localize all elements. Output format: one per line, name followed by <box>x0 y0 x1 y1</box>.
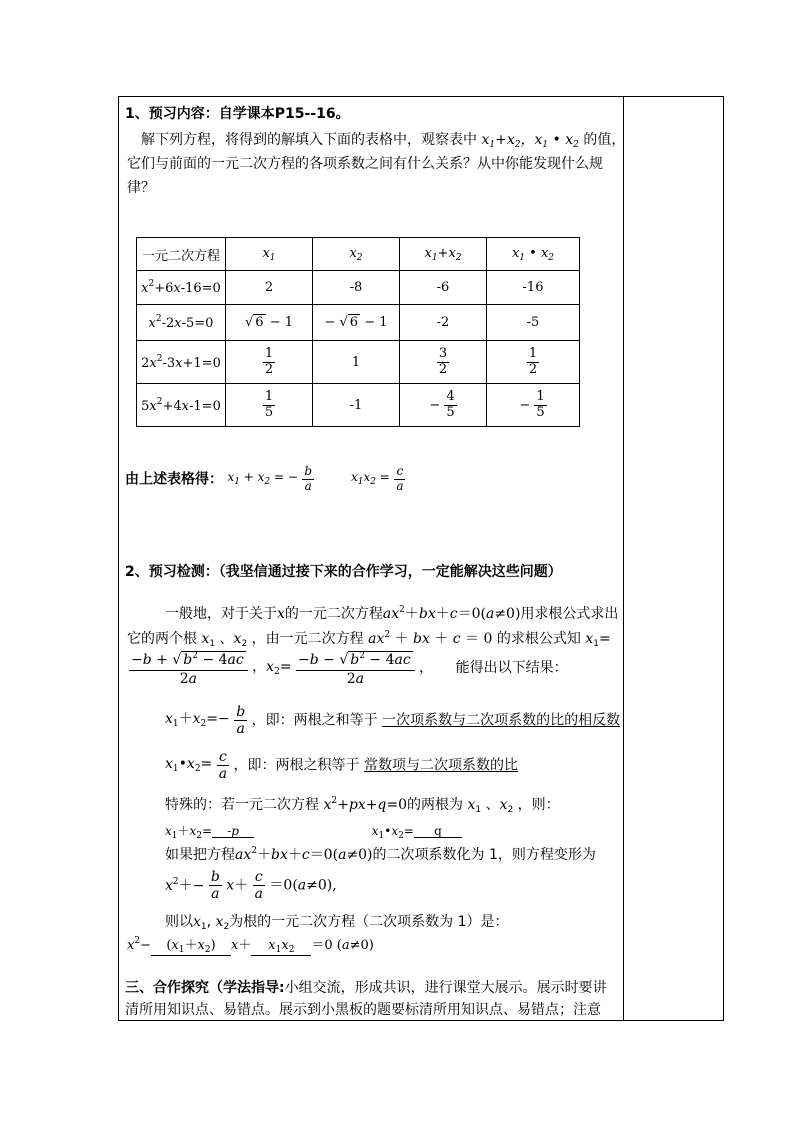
section2-heading: 2、预习检测：（我坚信通过接下来的合作学习，一定能解决这些问题） <box>125 564 562 580</box>
product-answer: 常数项与二次项系数的比 <box>364 757 518 774</box>
section1-heading: 1、预习内容：自学课本P15--16。 <box>125 106 350 122</box>
special-prod-answer: q <box>414 825 462 838</box>
table-row <box>137 384 580 427</box>
transformed-equation: $x^2+-$ $\frac{b}{a}$ x＋ $\frac{c}{a}$ ＝0(a≠0), <box>165 869 337 903</box>
result-equation: $x^2- (x_1+x_2)$ $x+ x_1x_2 =0$ (a≠0) <box>127 936 374 955</box>
table-cell: -8 <box>313 271 400 305</box>
table-cell: − √ 6 − 1 <box>313 305 400 341</box>
special-case-line: 特殊的：若一元二次方程 $x^2+px+q=0$的两根为 $x_1$ 、$x_2$ ，则： <box>165 796 560 815</box>
table-cell: -6 <box>400 271 487 305</box>
table-cell: − $\frac{4}{5}$ <box>400 384 487 427</box>
table-header: $x_2$ <box>313 238 400 271</box>
quadratic-formula-line: $\frac{-b + √ b^2 - 4ac}{2a}$ ，$x_2=$ $\frac{-b - √ b^2 - 4ac}{2a}$ ， 能得出以下结果： <box>131 651 568 688</box>
table-cell: -16 <box>487 271 580 305</box>
column-divider <box>623 97 624 1020</box>
section1-intro-line1: 解下列方程，将得到的解填入下面的表格中，观察表中 $x_1+x_2$，$x_1$ • $x_2$ 的值， <box>141 132 626 150</box>
table-cell: -1 <box>313 384 400 427</box>
table-cell-eq: $5x^2+4x-1=0$ <box>137 384 226 427</box>
table-header: $x_1$ <box>226 238 313 271</box>
section2-p2: 它的两个根 $x_1$ 、$x_2$ ，由一元二次方程 $ax^2$ ＋ bx ＋ c ＝ 0 的求根公式知 $x_1=$ <box>127 630 611 649</box>
then-line: 则以$x_1$, $x_2$为根的一元二次方程（二次项系数为 1）是： <box>165 914 509 932</box>
section2-p1: 一般地，对于关于x的一元二次方程$ax^2+bx+c=0(a\ne 0)$用求根公式求出 <box>165 605 619 622</box>
table-cell: -2 <box>400 305 487 341</box>
table-cell: − $\frac{1}{5}$ <box>487 384 580 427</box>
table-cell: 2 <box>226 271 313 305</box>
worksheet-frame <box>118 96 724 1021</box>
table-header: $x_1$ • $x_2$ <box>487 238 580 271</box>
sum-answer: 一次项系数与二次项系数的比的相反数 <box>382 712 621 729</box>
table-cell: √ 6 − 1 <box>226 305 313 341</box>
table-cell: $\frac{3}{2}$ <box>400 341 487 384</box>
section3-line2: 清所用知识点、易错点。展示到小黑板的题要标清所用知识点、易错点；注意 <box>125 1002 601 1018</box>
product-relation: $x_1•x_2=$ $\frac{c}{a}$ ，即：两根之积等于 常数项与二次项系数的比 <box>165 749 518 783</box>
special-case-results: $x_1+x_2= -p$ $x_1•x_2= q$ <box>165 825 462 841</box>
table-row <box>137 341 580 384</box>
table-row <box>137 271 580 305</box>
table-cell: 1 <box>313 341 400 384</box>
conclusion-line: 由上述表格得： $x_1 + x_2$ = − $\frac{b}{a}$ $x_1x_2$ = $\frac{c}{a}$ <box>125 464 404 493</box>
section1-intro-line3: 律？ <box>127 180 155 196</box>
section3-line1: 三、合作探究（学法指导:小组交流，形成共识，进行课堂大展示。展示时要讲 <box>125 980 607 996</box>
table-cell-eq: $2x^2-3x+1=0$ <box>137 341 226 384</box>
table-cell: $\frac{1}{2}$ <box>487 341 580 384</box>
special-sum-answer: -p <box>212 825 254 838</box>
table-cell-eq: $x^2-2x-5=0$ <box>137 305 226 341</box>
section1-intro-line2: 它们与前面的一元二次方程的各项系数之间有什么关系？从中你能发现什么规 <box>127 156 603 172</box>
transform-line: 如果把方程$ax^2+bx+c=0(a\ne 0)$的二次项系数化为 1，则方程变形为 <box>165 846 596 863</box>
table-cell: $\frac{1}{2}$ <box>226 341 313 384</box>
table-cell: $\frac{1}{5}$ <box>226 384 313 427</box>
table-header: $x_1+x_2$ <box>400 238 487 271</box>
roots-table <box>136 237 580 427</box>
table-cell: -5 <box>487 305 580 341</box>
table-header-row <box>137 238 580 271</box>
sum-relation: $x_1+x_2=-$ $\frac{b}{a}$ ，即：两根之和等于 一次项系数与二次项系数的比的相反数 <box>165 704 621 738</box>
table-header: 一元二次方程 <box>137 238 226 271</box>
table-row <box>137 305 580 341</box>
table-cell-eq: $x^2+6x-16=0$ <box>137 271 226 305</box>
